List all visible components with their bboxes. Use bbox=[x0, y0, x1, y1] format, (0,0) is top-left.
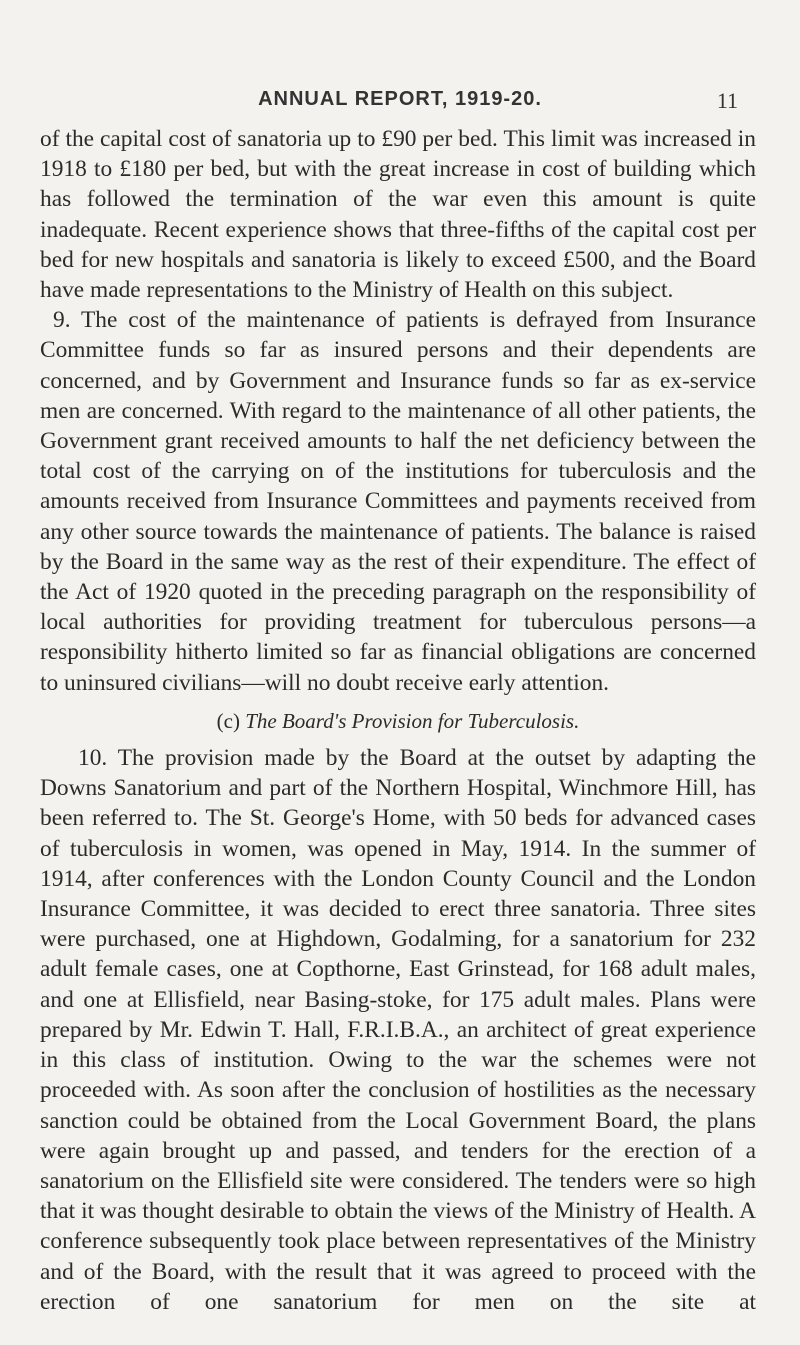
paragraph-9: 9. The cost of the maintenance of patients is defrayed from Insurance Committee funds so far as insured persons and their dependents are concerned, and by Government and Insurance funds so far as ex-service men are concerned. With regard to the maintenance of all other patients, the Government grant received amounts to half the net deficiency between the total cost of the carrying on of the institutions for tuberculosis and the amounts received from Insurance Committees and payments received from any other source towards the maintenance of patients. The balance is raised by the Board in the same way as the rest of their expenditure. The effect of the Act of 1920 quoted in the preceding paragraph on the responsibility of local authorities for providing treatment for tuberculous persons—a responsibility hitherto limited so far as financial obligations are concerned to uninsured civilians—will no doubt receive early attention. bbox=[40, 307, 756, 696]
running-head bbox=[40, 88, 760, 118]
section-title: The Board's Provision for Tuberculosis. bbox=[245, 708, 580, 733]
page-number: 11 bbox=[716, 88, 738, 113]
paragraph-10: 10. The provision made by the Board at the outset by adapting the Downs Sanatorium and part of the Northern Hospital, Winchmore Hill, has been referred to. The St. George's Home, with 50 beds for advanced cases of tuberculosis in women, was opened in May, 1914. In the summer of 1914, after conferences with the London County Council and the London Insurance Committee, it was decided to erect three sanatoria. Three sites were purchased, one at Highdown, Godalming, for a sanatorium for 232 adult female cases, one at Copthorne, East Grinstead, for 168 adult males, and one at Ellisfield, near Basing-stoke, for 175 adult males. Plans were prepared by Mr. Edwin T. Hall, F.R.I.B.A., an architect of great experience in this class of institution. Owing to the war the schemes were not proceeded with. As soon after the conclusion of hostilities as the necessary sanction could be obtained from the Local Government Board, the plans were again brought up and passed, and tenders for the erection of a sanatorium on the Ellisfield site were considered. The tenders were so high that it was thought desirable to obtain the views of the Ministry of Health. A conference subsequently took place between representatives of the Ministry and of the Board, with the result that it was agreed to proceed with the erection of one sanatorium for men on the site at bbox=[40, 745, 756, 1315]
running-title: ANNUAL REPORT, 1919-20. bbox=[258, 88, 542, 110]
paragraph-continued: of the capital cost of sanatoria up to £90 per bed. This limit was increased in 1918 to £180 per bed, but with the great increase in cost of building which has followed the termination of the war even this amount is quite inadequate. Recent experience shows that three-fifths of the capital cost per bed for new hospitals and sanatoria is likely to exceed £500, and the Board have made representations to the Ministry of Health on this subject. bbox=[40, 126, 756, 304]
body-text bbox=[40, 124, 756, 1317]
section-heading bbox=[40, 706, 756, 736]
section-marker: (c) bbox=[216, 708, 240, 733]
